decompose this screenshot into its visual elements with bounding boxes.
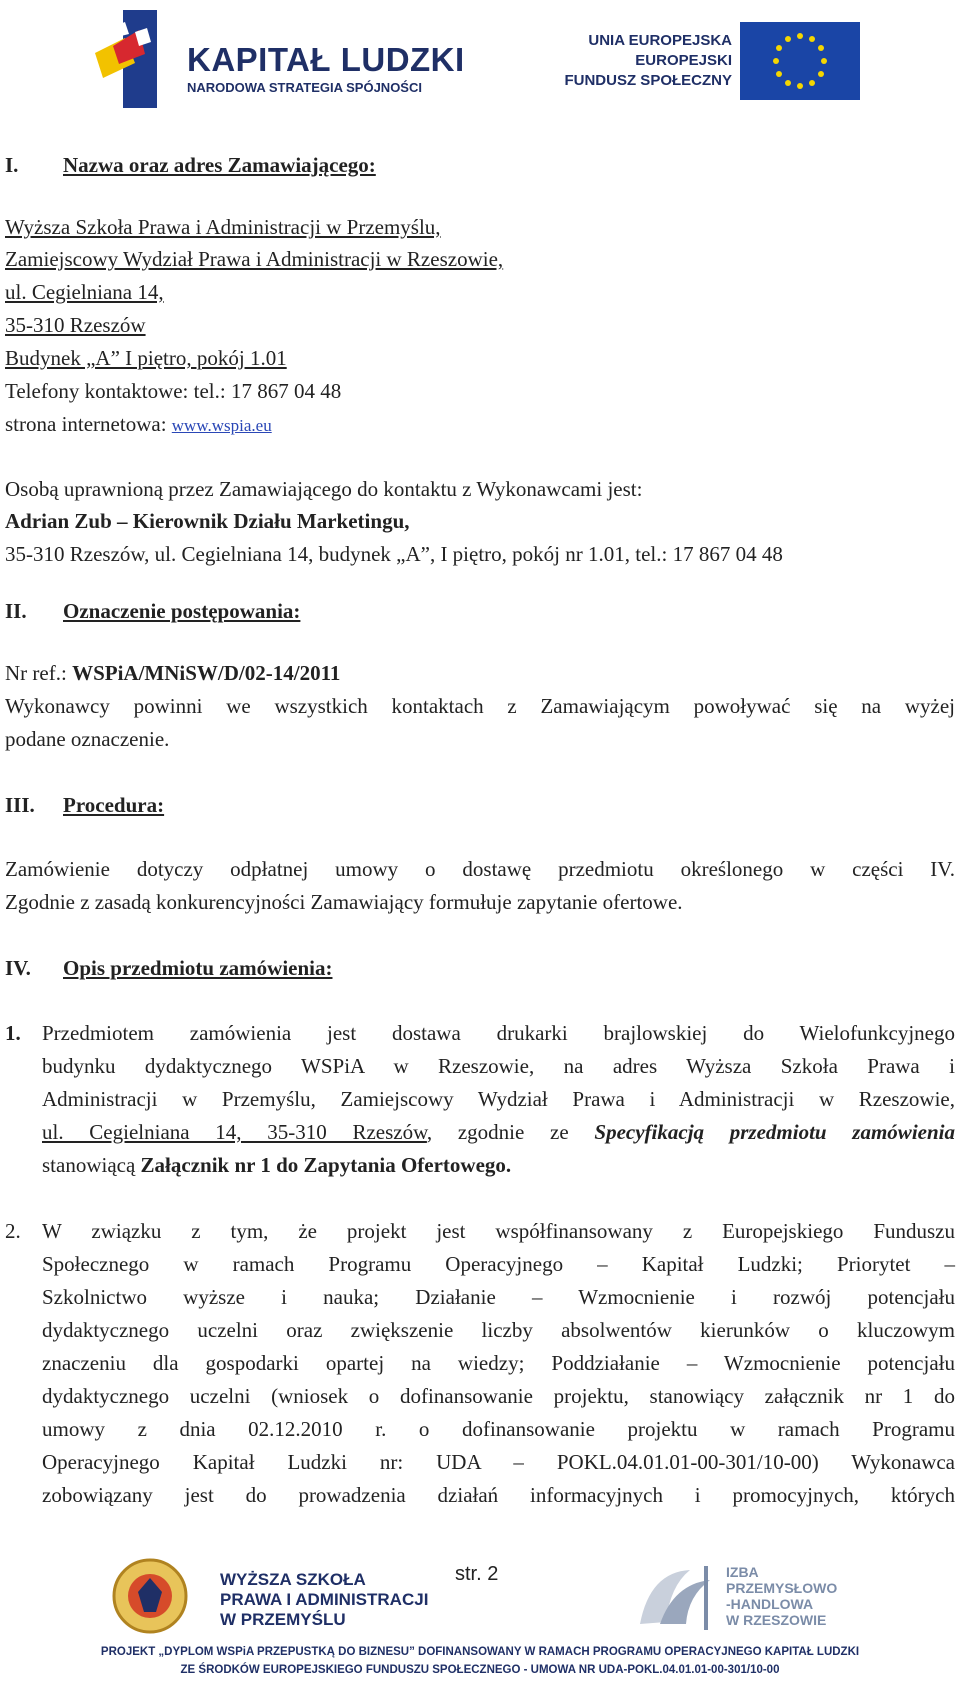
wspia-line-1: WYŻSZA SZKOŁA bbox=[220, 1570, 366, 1589]
item-1-attachment-prefix: stanowiącą bbox=[42, 1153, 141, 1177]
section-2-text-line-1: Wykonawcy powinni we wszystkich kontaktach z Zamawiającym powoływać się na wyżej bbox=[5, 694, 955, 718]
kapital-ludzki-emblem-icon bbox=[95, 8, 185, 110]
address-line-1: Wyższa Szkoła Prawa i Administracji w Przemyślu, bbox=[5, 215, 441, 239]
wspia-line-2: PRAWA I ADMINISTRACJI bbox=[220, 1590, 429, 1609]
website-line bbox=[5, 411, 272, 439]
item-1-line-5 bbox=[42, 1152, 511, 1178]
section-2-title: Oznaczenie postępowania: bbox=[63, 599, 301, 623]
item-2-line-5: znaczeniu dla gospodarki opartej na wiedzy; Poddziałanie – Wzmocnienie potencjału bbox=[42, 1351, 955, 1375]
izba-line-3: -HANDLOWA bbox=[726, 1596, 814, 1612]
reference-line bbox=[5, 660, 340, 686]
address-line-3: ul. Cegielniana 14, bbox=[5, 280, 164, 304]
eu-logo bbox=[564, 22, 860, 102]
eu-line-1: UNIA EUROPEJSKA bbox=[588, 32, 732, 49]
item-1-attachment: Załącznik nr 1 do Zapytania Ofertowego. bbox=[140, 1153, 512, 1177]
wspia-crest-icon bbox=[110, 1556, 190, 1636]
phone-line: Telefony kontaktowe: tel.: 17 867 04 48 bbox=[5, 379, 342, 403]
izba-line-1: IZBA bbox=[726, 1564, 759, 1580]
reference-value: WSPiA/MNiSW/D/02-14/2011 bbox=[72, 661, 341, 685]
section-2-text-line-2: podane oznaczenie. bbox=[5, 727, 170, 751]
section-4-title: Opis przedmiotu zamówienia: bbox=[63, 956, 333, 980]
section-3-heading bbox=[5, 792, 164, 818]
website-label: strona internetowa: bbox=[5, 412, 172, 436]
kapital-ludzki-title: KAPITAŁ LUDZKI bbox=[187, 41, 465, 78]
section-2-heading bbox=[5, 598, 300, 624]
item-2-number: 2. bbox=[5, 1219, 21, 1243]
izba-emblem-icon bbox=[630, 1562, 720, 1634]
item-1-address: ul. Cegielniana 14, 35-310 Rzeszów bbox=[42, 1120, 427, 1144]
address-line-4: 35-310 Rzeszów bbox=[5, 313, 146, 337]
item-2-line-4: dydaktycznego uczelni oraz zwiększenie liczby absolwentów kierunków o kluczowym bbox=[42, 1318, 955, 1342]
item-1-line-3: Administracji w Przemyślu, Zamiejscowy Wydział Prawa i Administracji w Rzeszowie, bbox=[42, 1087, 955, 1111]
item-2-line-3: Szkolnictwo wyższe i nauka; Działanie – Wzmocnienie i rozwój potencjału bbox=[42, 1285, 955, 1309]
izba-logo bbox=[630, 1562, 860, 1634]
wspia-line-3: W PRZEMYŚLU bbox=[220, 1610, 346, 1629]
item-2-line-6: dydaktycznego uczelni (wniosek o dofinansowanie projektu, stanowiący załącznik nr 1 do bbox=[42, 1384, 955, 1408]
item-2-line-2: Społecznego w ramach Programu Operacyjnego – Kapitał Ludzki; Priorytet – bbox=[42, 1252, 955, 1276]
section-3-text-line-2: Zgodnie z zasadą konkurencyjności Zamawiający formułuje zapytanie ofertowe. bbox=[5, 890, 683, 914]
address-line-2: Zamiejscowy Wydział Prawa i Administracji w Rzeszowie, bbox=[5, 247, 504, 271]
item-2-line-1: W związku z tym, że projekt jest współfinansowany z Europejskiego Funduszu bbox=[42, 1219, 955, 1243]
item-1-spec-reference: Specyfikacją przedmiotu zamówienia bbox=[594, 1120, 955, 1144]
section-3-text-line-1: Zamówienie dotyczy odpłatnej umowy o dostawę przedmiotu określonego w części IV. bbox=[5, 857, 955, 881]
footer-project-line-2: ZE ŚRODKÓW EUROPEJSKIEGO FUNDUSZU SPOŁECZNEGO - UMOWA NR UDA-POKL.04.01.01-00-301/10-00 bbox=[180, 1664, 780, 1676]
page-number: str. 2 bbox=[455, 1563, 499, 1585]
footer-project-line-1: PROJEKT „DYPLOM WSPiA PRZEPUSTKĄ DO BIZNESU” DOFINANSOWANY W RAMACH PROGRAMU OPERACYJNEGO KAPITAŁ LUDZKI bbox=[100, 1646, 860, 1658]
section-3-title: Procedura: bbox=[63, 793, 165, 817]
reference-label: Nr ref.: bbox=[5, 661, 73, 685]
contact-address: 35-310 Rzeszów, ul. Cegielniana 14, budynek „A”, I piętro, pokój nr 1.01, tel.: 17 867 04 48 bbox=[5, 542, 783, 566]
eu-line-3: FUNDUSZ SPOŁECZNY bbox=[564, 72, 732, 89]
section-3-number: III. bbox=[5, 793, 35, 817]
website-link[interactable]: www.wspia.eu bbox=[171, 416, 272, 435]
item-1-line-2: budynku dydaktycznego WSPiA w Rzeszowie, na adres Wyższa Szkoła Prawa i bbox=[42, 1054, 955, 1078]
section-1-heading bbox=[5, 152, 376, 178]
eu-line-2: EUROPEJSKI bbox=[635, 52, 732, 69]
section-1-title: Nazwa oraz adres Zamawiającego: bbox=[63, 153, 376, 177]
item-1-connector: , zgodnie ze bbox=[426, 1120, 595, 1144]
kapital-ludzki-logo bbox=[95, 8, 465, 110]
section-1-number: I. bbox=[5, 153, 19, 177]
item-1-number: 1. bbox=[5, 1021, 21, 1045]
section-4-heading bbox=[5, 955, 332, 981]
item-1-line-4 bbox=[42, 1119, 955, 1145]
izba-line-4: W RZESZOWIE bbox=[726, 1612, 827, 1628]
kapital-ludzki-subtitle: NARODOWA STRATEGIA SPÓJNOŚCI bbox=[187, 80, 422, 95]
eu-flag-icon bbox=[740, 22, 860, 100]
item-2-line-8: Operacyjnego Kapitał Ludzki nr: UDA – POKL.04.01.01-00-301/10-00) Wykonawca bbox=[42, 1450, 955, 1474]
contact-person: Adrian Zub – Kierownik Działu Marketingu, bbox=[5, 509, 410, 533]
section-4-number: IV. bbox=[5, 956, 31, 980]
item-2-line-7: umowy z dnia 02.12.2010 r. o dofinansowanie projektu w ramach Programu bbox=[42, 1417, 955, 1441]
contact-intro: Osobą uprawnioną przez Zamawiającego do kontaktu z Wykonawcami jest: bbox=[5, 477, 643, 501]
wspia-logo bbox=[95, 1560, 445, 1630]
address-line-5: Budynek „A” I piętro, pokój 1.01 bbox=[5, 346, 287, 370]
section-2-number: II. bbox=[5, 599, 27, 623]
item-2-line-9: zobowiązany jest do prowadzenia działań informacyjnych i promocyjnych, których bbox=[42, 1483, 955, 1507]
item-1-line-1: Przedmiotem zamówienia jest dostawa drukarki brajlowskiej do Wielofunkcyjnego bbox=[42, 1021, 955, 1045]
izba-line-2: PRZEMYSŁOWO bbox=[726, 1580, 838, 1596]
